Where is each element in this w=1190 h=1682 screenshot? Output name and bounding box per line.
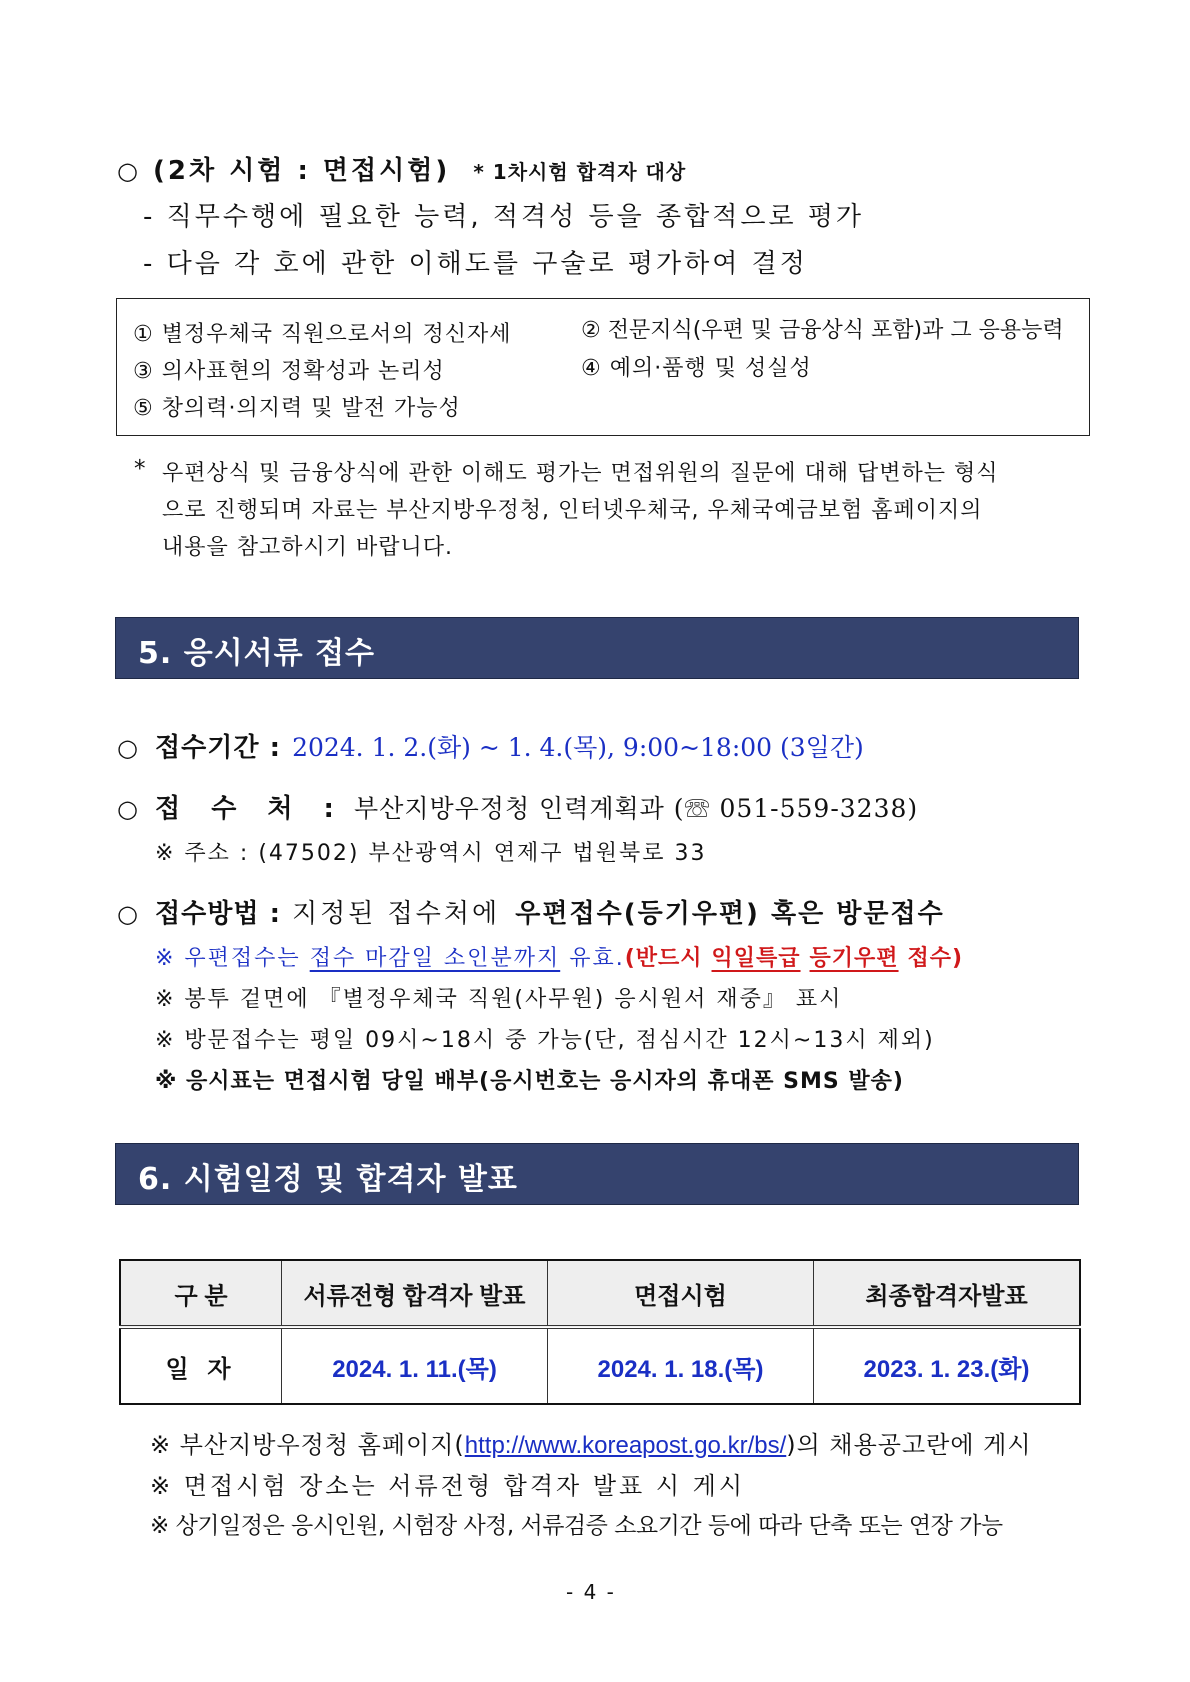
bullet-circle: ○	[117, 900, 138, 928]
visit-note: ※ 방문접수는 평일 09시~18시 중 가능(단, 점심시간 12시~13시 제외)	[155, 1028, 935, 1053]
period-label: 접수기간 :	[155, 733, 281, 763]
mail-note-registered: 등기우편	[809, 946, 899, 971]
bullet-circle: ○	[117, 157, 138, 185]
mail-note-red1: (반드시	[624, 946, 703, 971]
bullet-circle: ○	[117, 734, 138, 762]
method-label: 접수방법 :	[155, 899, 281, 929]
table-cell-date: 2023. 1. 23.(화)	[814, 1327, 1081, 1404]
homepage-note-suffix: )의 채용공고란에 게시	[786, 1431, 1032, 1459]
office-label: 접 수 처 :	[155, 794, 345, 824]
table-header: 면접시험	[548, 1260, 814, 1327]
table-cell-date: 2024. 1. 11.(목)	[282, 1327, 548, 1404]
envelope-note: ※ 봉투 겉면에 『별정우체국 직원(사무원) 응시원서 재중』 표시	[155, 987, 843, 1012]
exam2-line2: - 다음 각 호에 관한 이해도를 구술로 평가하여 결정	[143, 249, 808, 279]
address-note: ※ 주소 : (47502) 부산광역시 연제구 법원북로 33	[155, 841, 707, 866]
mail-note-prefix: ※ 우편접수는	[155, 946, 301, 971]
table-header: 구 분	[120, 1260, 282, 1327]
section5-title: 5. 응시서류 접수	[138, 636, 376, 671]
criteria-item-3: ③ 의사표현의 정확성과 논리성	[133, 359, 445, 384]
table-header: 서류전형 합격자 발표	[282, 1260, 548, 1327]
change-note: ※ 상기일정은 응시인원, 시험장 사정, 서류검증 소요기간 등에 따라 단축 또는 연장 가능	[150, 1513, 1003, 1539]
page-number: - 4 -	[566, 1580, 616, 1604]
exam2-line1: - 직무수행에 필요한 능력, 적격성 등을 종합적으로 평가	[143, 202, 865, 232]
mail-note-express: 익일특급	[711, 946, 801, 971]
table-row-label: 일 자	[120, 1327, 282, 1404]
table-cell-date: 2024. 1. 18.(목)	[548, 1327, 814, 1404]
mail-note	[155, 941, 963, 972]
exam2-footnote-line2: 으로 진행되며 자료는 부산지방우정청, 인터넷우체국, 우체국예금보험 홈페이지의	[162, 498, 983, 523]
exam2-heading	[117, 150, 686, 187]
method-row	[117, 893, 945, 930]
mail-note-deadline: 접수 마감일 소인분까지	[309, 946, 561, 971]
criteria-item-4: ④ 예의·품행 및 성실성	[581, 356, 812, 381]
period-value: 2024. 1. 2.(화) ~ 1. 4.(목), 9:00~18:00 (3일간)	[292, 733, 864, 762]
homepage-note-prefix: ※ 부산지방우정청 홈페이지(	[150, 1431, 465, 1459]
schedule-table	[119, 1259, 1081, 1405]
criteria-item-1: ① 별정우체국 직원으로서의 정신자세	[133, 322, 512, 347]
table-header: 최종합격자발표	[814, 1260, 1081, 1327]
exam2-note: * 1차시험 합격자 대상	[473, 160, 687, 184]
criteria-item-5: ⑤ 창의력·의지력 및 발전 가능성	[133, 396, 461, 421]
section6-header	[115, 1143, 1079, 1205]
table-row	[120, 1327, 1080, 1404]
criteria-item-2: ② 전문지식(우편 및 금융상식 포함)과 그 응용능력	[581, 318, 1064, 343]
homepage-note	[150, 1425, 1032, 1460]
mail-note-valid: 유효.	[569, 946, 625, 971]
office-row	[117, 788, 918, 825]
bullet-circle: ○	[117, 795, 138, 823]
exam2-footnote-line3: 내용을 참고하시기 바랍니다.	[162, 535, 454, 560]
office-value: 부산지방우정청 인력계획과 (☏ 051-559-3238)	[354, 794, 919, 823]
method-value-bold: 우편접수(등기우편) 혹은 방문접수	[515, 899, 945, 929]
table-header-row	[120, 1260, 1080, 1327]
exam2-title: (2차 시험 : 면접시험)	[153, 156, 451, 186]
method-value-plain: 지정된 접수처에	[292, 899, 501, 929]
criteria-box	[116, 298, 1090, 436]
period-row	[117, 727, 864, 764]
venue-note: ※ 면접시험 장소는 서류전형 합격자 발표 시 게시	[150, 1472, 746, 1500]
exam2-footnote-line1: 우편상식 및 금융상식에 관한 이해도 평가는 면접위원의 질문에 대해 답변하는 형식	[162, 461, 999, 486]
homepage-link[interactable]: http://www.koreapost.go.kr/bs/	[464, 1432, 787, 1459]
ticket-note: ※ 응시표는 면접시험 당일 배부(응시번호는 응시자의 휴대폰 SMS 발송)	[155, 1069, 904, 1094]
mail-note-red2: 접수)	[907, 946, 964, 971]
section6-title: 6. 시험일정 및 합격자 발표	[138, 1162, 518, 1197]
exam2-footnote-mark: *	[134, 456, 148, 482]
section5-header	[115, 617, 1079, 679]
